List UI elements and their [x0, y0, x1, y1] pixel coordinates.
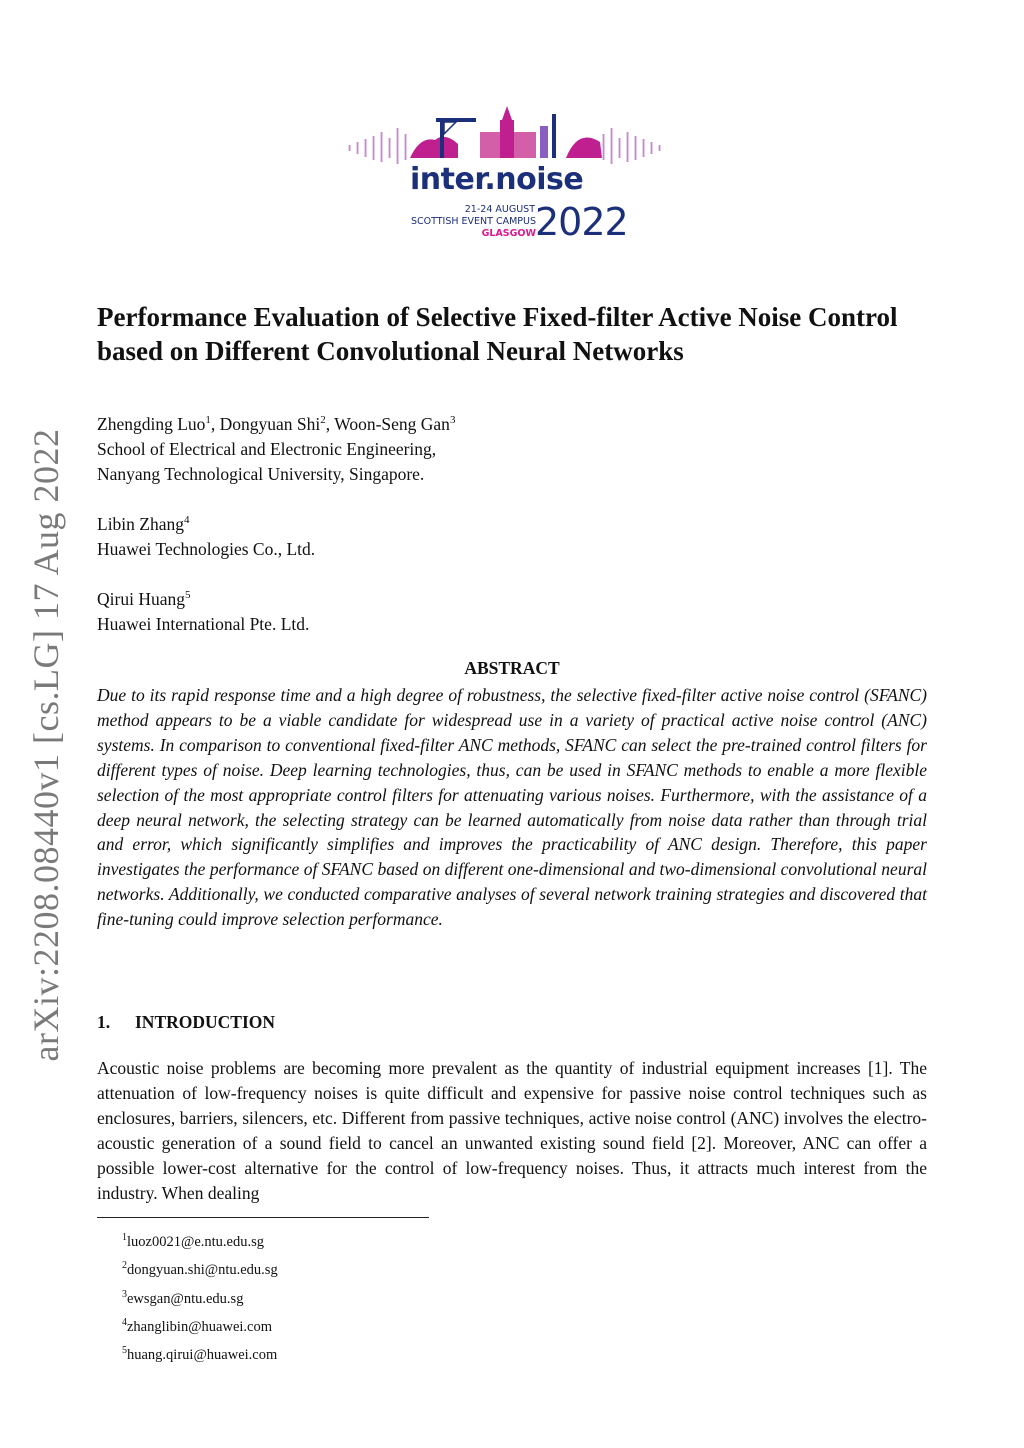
footnote-divider — [97, 1217, 429, 1218]
author-name: Qirui Huang — [97, 589, 185, 609]
logo-venue: SCOTTISH EVENT CAMPUS — [410, 216, 536, 227]
footnote-mark: 1 — [122, 1232, 127, 1243]
title-line: Performance Evaluation of Selective Fixed-filter Active Noise Control — [97, 302, 898, 332]
logo-wordmark: inter.noise — [410, 162, 584, 197]
author-mark: 4 — [184, 514, 190, 527]
author-block — [97, 412, 927, 662]
abstract-heading: ABSTRACT — [464, 658, 560, 678]
affiliation: Nanyang Technological University, Singapore. — [97, 464, 425, 484]
title-line: based on Different Convolutional Neural Networks — [97, 336, 684, 366]
footnotes — [122, 1226, 952, 1368]
paper-title — [97, 300, 927, 368]
author-mark: 5 — [184, 589, 191, 602]
author-mark: 1 — [205, 414, 211, 427]
footnote — [122, 1283, 952, 1311]
footnote-email: dongyuan.shi@ntu.edu.sg — [127, 1262, 278, 1279]
logo-skyline-graphic — [340, 98, 680, 168]
footnote-mark: 2 — [122, 1260, 127, 1272]
author-name: Zhengding Luo — [97, 414, 206, 434]
section-number: 1. — [97, 1012, 111, 1032]
author-entry — [97, 512, 927, 562]
logo-year: 2022 — [535, 200, 628, 244]
author-separator: , — [210, 414, 220, 434]
author-name: Woon-Seng Gan — [334, 414, 450, 434]
affiliation: School of Electrical and Electronic Engineering, — [97, 439, 437, 459]
author-names-line — [97, 412, 927, 487]
footnote-email: huang.qirui@huawei.com — [127, 1347, 278, 1364]
footnote-mark: 5 — [122, 1345, 127, 1357]
footnote-email: ewsgan@ntu.edu.sg — [127, 1290, 244, 1307]
footnote-mark: 3 — [122, 1288, 127, 1300]
footnote — [122, 1254, 952, 1282]
author-mark: 3 — [449, 414, 456, 427]
author-separator: , — [325, 414, 335, 434]
author-name: Dongyuan Shi — [219, 414, 321, 434]
footnote — [122, 1311, 952, 1339]
introduction-text: Acoustic noise problems are becoming more prevalent as the quantity of industrial equipment increases [1]. The attenuation of low-frequency noises is quite difficult and expensive for passive noise control techniques such as enclosures, barriers, silencers, etc. Different from passive techniques, active noise control (ANC) involves the electro-acoustic generation of a sound field to cancel an unwanted existing sound field [2]. Moreover, ANC can offer a possible lower-cost alternative for the control of low-frequency noises. Thus, it attracts much interest from the industry. When dealing — [97, 1058, 927, 1203]
footnote — [122, 1339, 952, 1367]
footnote-email: zhanglibin@huawei.com — [127, 1318, 273, 1335]
arxiv-id: arXiv:2208.08440v1 [cs.LG] 17 Aug 2022 — [26, 428, 66, 1062]
conference-logo — [340, 98, 680, 248]
author-entry — [97, 587, 927, 637]
logo-city: GLASGOW — [481, 228, 536, 239]
arxiv-stamp — [16, 428, 76, 1062]
logo-dates: 21-24 AUGUST — [464, 204, 535, 215]
section-title: INTRODUCTION — [135, 1012, 276, 1032]
author-name: Libin Zhang — [97, 514, 184, 534]
abstract-text: Due to its rapid response time and a high degree of robustness, the selective fixed-filter active noise control (SFANC) method appears to be a viable candidate for widespread use in a variety of practical active noise control (ANC) systems. In comparison to conventional fixed-filter ANC methods, SFANC can select the pre-trained control filters for different types of noise. Deep learning technologies, thus, can be used in SFANC methods to enable a more flexible selection of the most appropriate control filters for attenuating various noises. Furthermore, with the assistance of a deep neural network, the selecting strategy can be learned automatically from noise data rather than through trial and error, which significantly simplifies and improves the practicability of ANC design. Therefore, this paper investigates the performance of SFANC based on different one-dimensional and two-dimensional convolutional neural networks. Additionally, we conducted comparative analyses of several network training strategies and discovered that fine-tuning could improve selection performance. — [97, 685, 927, 930]
footnote-mark: 4 — [122, 1316, 127, 1328]
affiliation: Huawei Technologies Co., Ltd. — [97, 539, 316, 559]
affiliation: Huawei International Pte. Ltd. — [97, 614, 310, 634]
footnote — [122, 1226, 952, 1254]
section-heading — [97, 1012, 927, 1033]
author-mark: 2 — [320, 414, 326, 427]
footnote-email: luoz0021@e.ntu.edu.sg — [127, 1233, 264, 1250]
